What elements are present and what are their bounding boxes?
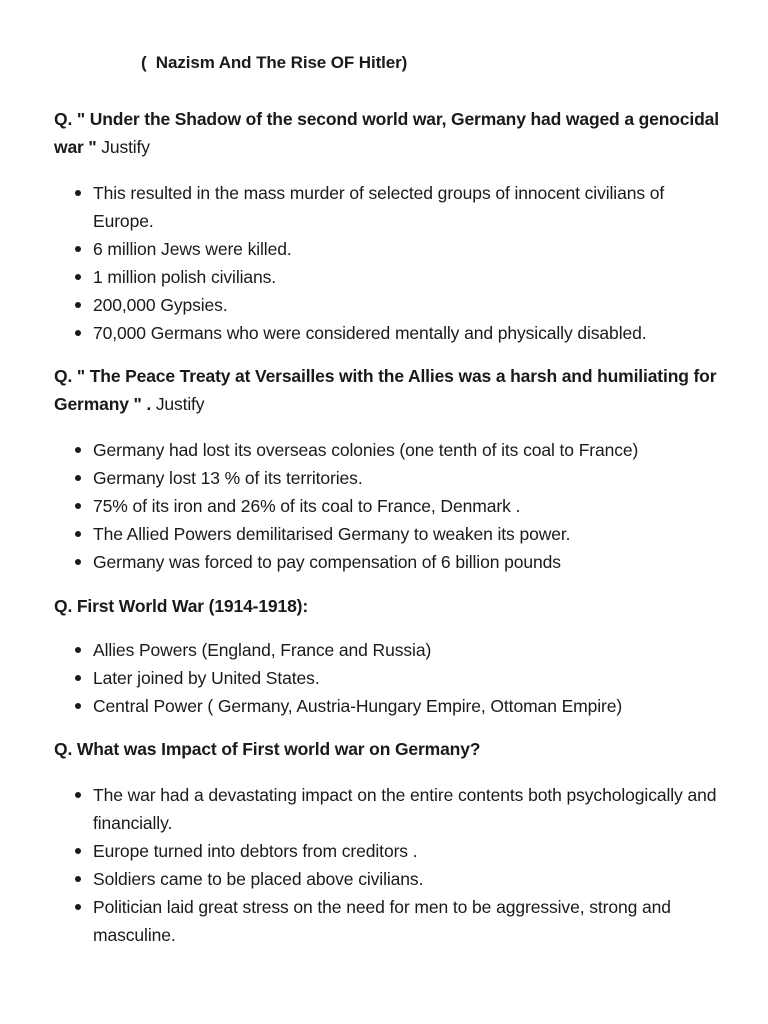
list-item: 200,000 Gypsies.	[54, 291, 724, 319]
section-genocidal-war	[54, 105, 724, 347]
list-item: Europe turned into debtors from creditors .	[54, 837, 724, 865]
section-first-world-war	[54, 592, 724, 720]
bullet-list	[54, 436, 724, 576]
question-heading	[54, 735, 724, 763]
bullet-list	[54, 781, 724, 949]
list-item: This resulted in the mass murder of selected groups of innocent civilians of Europe.	[54, 179, 724, 235]
question-text: Q. First World War (1914-1918):	[54, 596, 309, 616]
list-item: 75% of its iron and 26% of its coal to France, Denmark .	[54, 492, 724, 520]
question-suffix: Justify	[151, 394, 205, 414]
list-item: The war had a devastating impact on the entire contents both psychologically and financially.	[54, 781, 724, 837]
list-item: Germany had lost its overseas colonies (one tenth of its coal to France)	[54, 436, 724, 464]
document-title: ( Nazism And The Rise OF Hitler)	[141, 53, 408, 72]
list-item: Soldiers came to be placed above civilians.	[54, 865, 724, 893]
list-item: Germany was forced to pay compensation of 6 billion pounds	[54, 548, 724, 576]
list-item: Germany lost 13 % of its territories.	[54, 464, 724, 492]
list-item: 70,000 Germans who were considered mentally and physically disabled.	[54, 319, 724, 347]
list-item: 1 million polish civilians.	[54, 263, 724, 291]
section-versailles-treaty	[54, 362, 724, 576]
list-item: Allies Powers (England, France and Russia)	[54, 636, 724, 664]
question-heading	[54, 105, 724, 161]
list-item: Later joined by United States.	[54, 664, 724, 692]
question-text: Q. " The Peace Treaty at Versailles with the Allies was a harsh and humiliating for Germany " .	[54, 366, 717, 414]
section-impact-on-germany	[54, 735, 724, 949]
question-heading	[54, 592, 724, 620]
list-item: The Allied Powers demilitarised Germany to weaken its power.	[54, 520, 724, 548]
bullet-list	[54, 636, 724, 720]
question-suffix: Justify	[96, 137, 150, 157]
list-item: Politician laid great stress on the need for men to be aggressive, strong and masculine.	[54, 893, 724, 949]
list-item: 6 million Jews were killed.	[54, 235, 724, 263]
question-text: Q. What was Impact of First world war on Germany?	[54, 739, 481, 759]
question-heading	[54, 362, 724, 418]
bullet-list	[54, 179, 724, 347]
question-text: Q. " Under the Shadow of the second world war, Germany had waged a genocidal war "	[54, 109, 719, 157]
list-item: Central Power ( Germany, Austria-Hungary Empire, Ottoman Empire)	[54, 692, 724, 720]
